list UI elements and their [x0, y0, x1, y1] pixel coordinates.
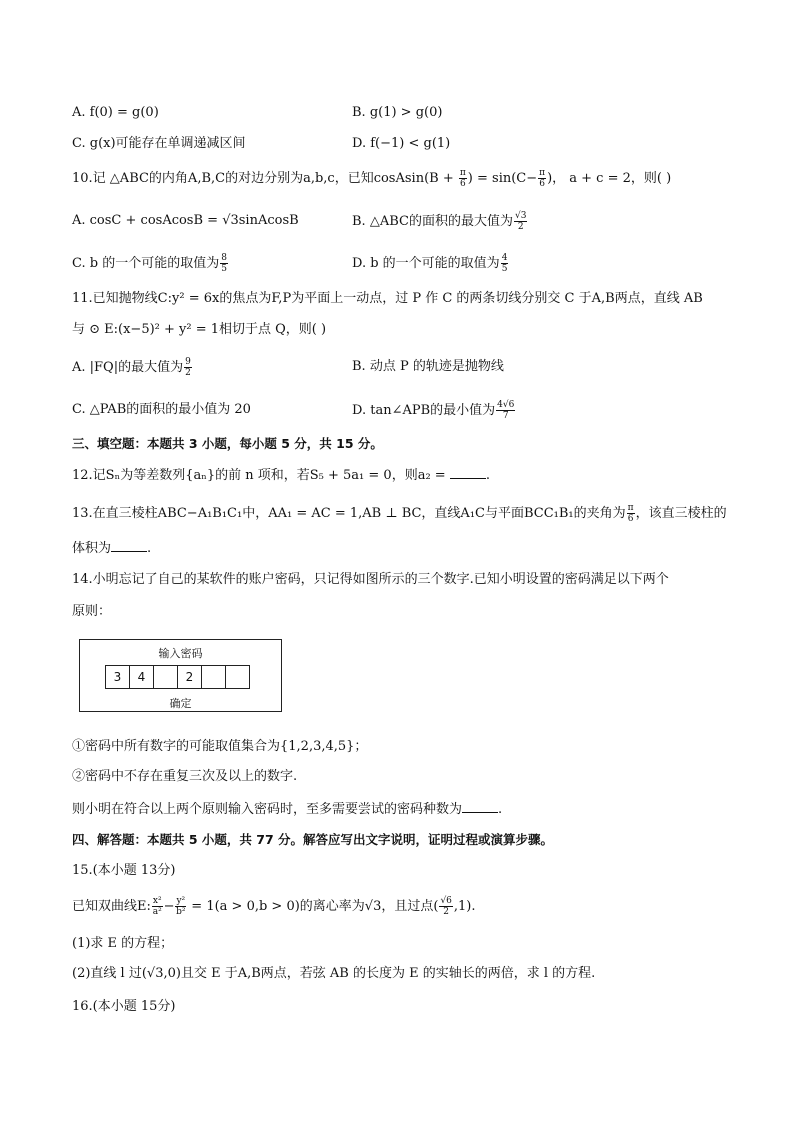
q9-option-c: C. g(x)可能存在单调递减区间 [72, 136, 246, 151]
q11-option-d: D. tan∠APB的最小值为 $\frac{4√6}{7}$ [352, 400, 515, 421]
q14-stem-line2: 原则： [72, 604, 112, 619]
password-cell: 2 [177, 665, 202, 689]
password-figure [79, 639, 282, 712]
answer-blank [462, 800, 498, 813]
q16-heading: 16.(本小题 15分) [72, 999, 176, 1014]
q15-heading: 15.(本小题 13分) [72, 863, 176, 878]
answer-blank [111, 539, 147, 552]
q11-stem-line2: 与 ⊙ E:(x−5)² + y² = 1相切于点 Q，则( ) [72, 322, 327, 337]
password-cell [201, 665, 226, 689]
password-figure-confirm-label: 确定 [169, 697, 192, 710]
pi-over-6-fraction: $\frac{\pi}{6}$ [459, 168, 466, 189]
q15-part-2: (2)直线 l 过(√3,0)且交 E 于A,B两点，若弦 AB 的长度为 E 的实轴长的两倍，求 l 的方程. [72, 966, 596, 981]
q11-option-c: C. △PAB的面积的最小值为 20 [72, 402, 251, 417]
q14-rule-2: ②密码中不存在重复三次及以上的数字. [72, 769, 298, 784]
q13-stem: 13.在直三棱柱ABC−A₁B₁C₁中，AA₁ = AC = 1,AB ⊥ BC，直线A₁C与平面BCC₁B₁的夹角为 $\frac{\pi}{6}$ ，该直三棱柱的 [72, 503, 727, 524]
password-figure-title: 输入密码 [158, 647, 203, 660]
answer-blank [450, 466, 486, 479]
q13-stem-line2: 体积为 . [72, 541, 152, 556]
q11-stem-line1: 11.已知抛物线C:y² = 6x的焦点为F,P为平面上一动点，过 P 作 C 的两条切线分别交 C 于A,B两点，直线 AB [72, 291, 703, 306]
q15-stem: 已知双曲线E: $\frac{\text{x²}}{\text{a²}}$ − $\frac{\text{y²}}{\text{b²}}$ = 1(a > 0,b > 0)的离心率为√3，且过点( $\frac{√6}{2}$ ,1). [72, 896, 476, 917]
q14-question: 则小明在符合以上两个原则输入密码时，至多需要尝试的密码种数为 . [72, 802, 503, 817]
password-cells [105, 665, 250, 689]
q10-option-c: C. b 的一个可能的取值为 $\frac{8}{5}$ [72, 253, 227, 274]
password-cell: 4 [129, 665, 154, 689]
q14-stem-line1: 14.小明忘记了自己的某软件的账户密码，只记得如图所示的三个数字.已知小明设置的密码满足以下两个 [72, 572, 669, 587]
section-heading-solutions: 四、解答题：本题共 5 小题，共 77 分。解答应写出文字说明，证明过程或演算步骤。 [72, 832, 554, 847]
section-heading-fill-in: 三、填空题：本题共 3 小题，每小题 5 分，共 15 分。 [72, 436, 383, 451]
q9-option-d: D. f(−1) < g(1) [352, 136, 451, 151]
password-cell: 3 [105, 665, 130, 689]
q10-option-b: B. △ABC的面积的最大值为 $\frac{√3}{2}$ [352, 211, 527, 232]
pi-over-6-fraction: $\frac{\pi}{6}$ [539, 168, 546, 189]
q9-option-a: A. f(0) = g(0) [72, 105, 159, 120]
password-cell [225, 665, 250, 689]
password-cell [153, 665, 178, 689]
q15-part-1: (1)求 E 的方程； [72, 936, 174, 951]
q11-option-b: B. 动点 P 的轨迹是抛物线 [352, 359, 504, 374]
q12-stem: 12.记Sₙ为等差数列{aₙ}的前 n 项和，若S₅ + 5a₁ = 0，则a₂ = . [72, 468, 490, 483]
q10-option-d: D. b 的一个可能的取值为 $\frac{4}{5}$ [352, 253, 508, 274]
q11-option-a: A. |FQ|的最大值为 $\frac{9}{2}$ [72, 357, 191, 378]
q10-stem: 10.记 △ABC的内角A,B,C的对边分别为a,b,c，已知cosAsin(B + $\frac{\pi}{6}$ ) = sin(C− $\frac{\pi}{6}$ )， a + c = 2，则( ) [72, 168, 672, 189]
q14-rule-1: ①密码中所有数字的可能取值集合为{1,2,3,4,5}； [72, 739, 368, 754]
q9-option-b: B. g(1) > g(0) [352, 105, 443, 120]
q10-option-a: A. cosC + cosAcosB = √3sinAcosB [72, 213, 299, 228]
